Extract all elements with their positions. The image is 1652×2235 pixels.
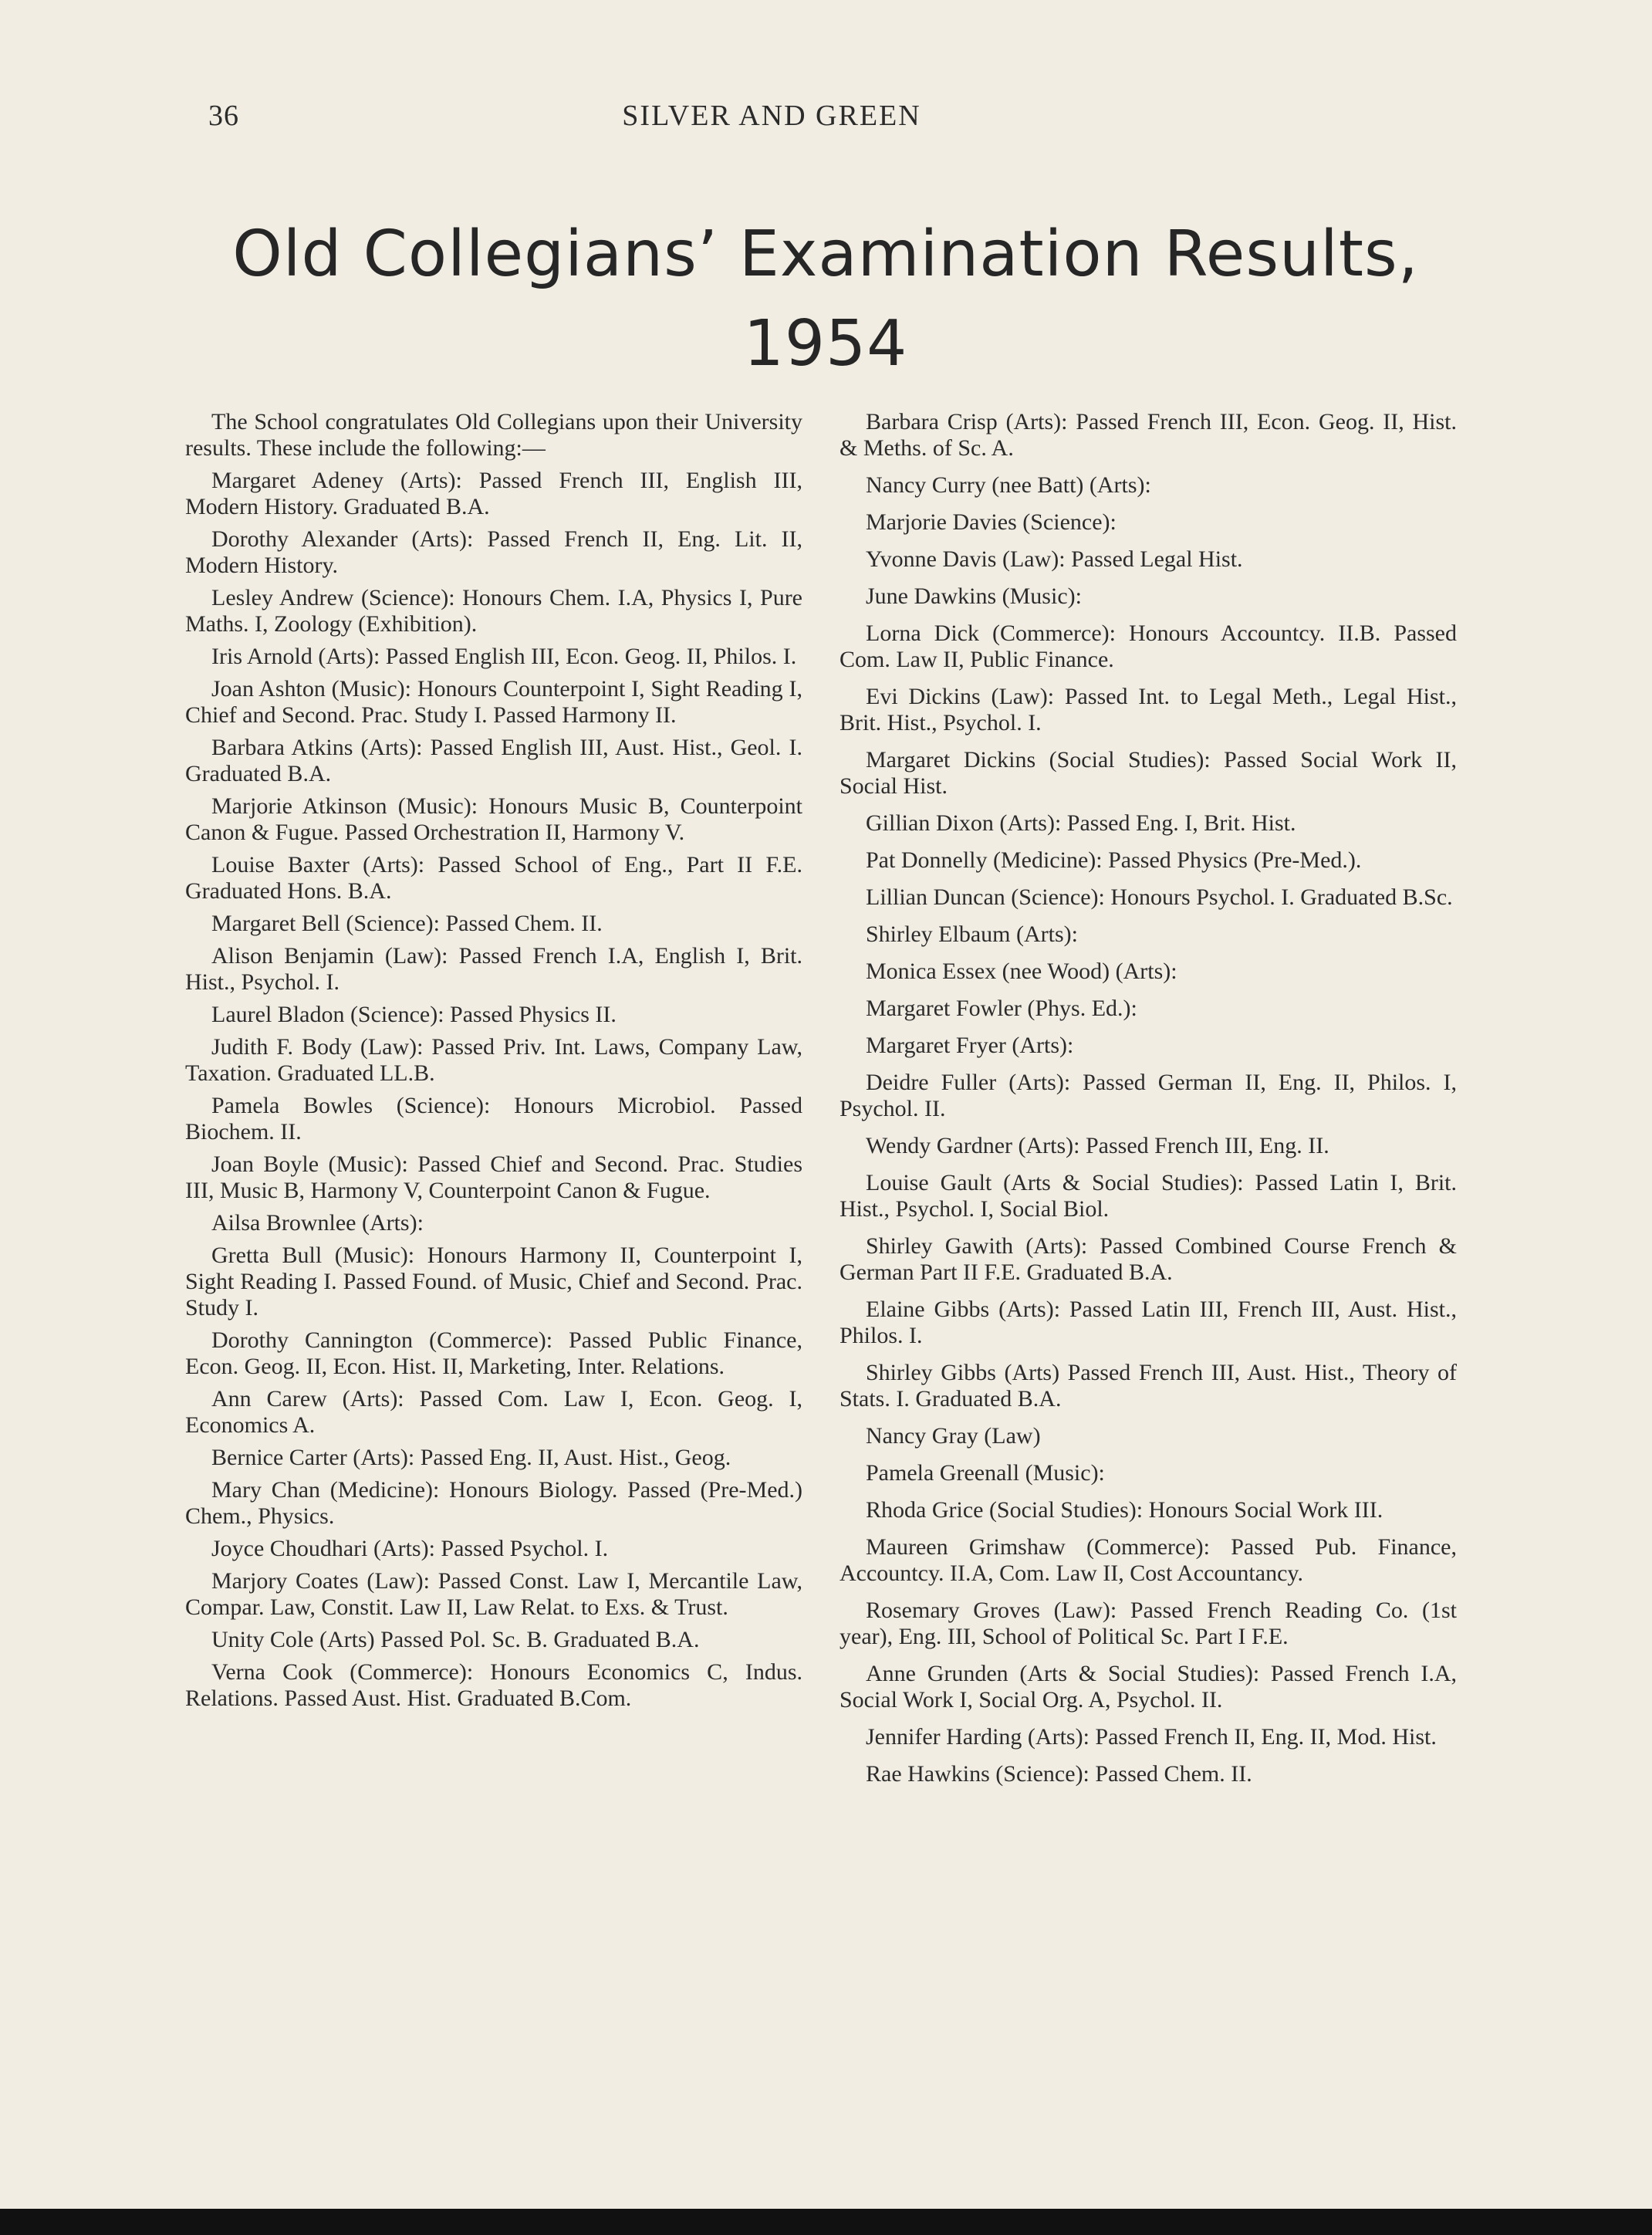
result-entry: Rae Hawkins (Science): Passed Chem. II. [866,1761,1252,1787]
result-entry: Rosemary Groves (Law): Passed French Reading Co. (1st year), Eng. III, School of Political Sc. Part I F.E. [840,1598,1457,1649]
result-entry: Rhoda Grice (Social Studies): Honours Social Work III. [866,1497,1383,1523]
running-head [0,99,1652,137]
result-entry: Marjory Coates (Law): Passed Const. Law I, Mercantile Law, Compar. Law, Constit. Law II, Law Relat. to Exs. & Trust. [185,1568,802,1620]
result-entry: Pat Donnelly (Medicine): Passed Physics (Pre-Med.). [866,847,1362,873]
result-entry: Gretta Bull (Music): Honours Harmony II, Counterpoint I, Sight Reading I. Passed Found. of Music, Chief and Second. Prac. Study I. [185,1243,802,1320]
result-entry: Joan Ashton (Music): Honours Counterpoint I, Sight Reading I, Chief and Second. Prac. Study I. Passed Harmony II. [185,676,802,728]
result-entry: Margaret Dickins (Social Studies): Passed Social Work II, Social Hist. [840,747,1457,799]
result-entry: Marjorie Davies (Science): [866,509,1117,535]
result-entry: Louise Baxter (Arts): Passed School of Eng., Part II F.E. Graduated Hons. B.A. [185,852,802,904]
result-entry: Joan Boyle (Music): Passed Chief and Second. Prac. Studies III, Music B, Harmony V, Counterpoint Canon & Fugue. [185,1151,802,1203]
result-entry: Deidre Fuller (Arts): Passed German II, Eng. II, Philos. I, Psychol. II. [840,1070,1457,1121]
result-entry: Verna Cook (Commerce): Honours Economics C, Indus. Relations. Passed Aust. Hist. Graduated B.Com. [185,1659,802,1711]
result-entry: Shirley Gibbs (Arts) Passed French III, Aust. Hist., Theory of Stats. I. Graduated B.A. [840,1360,1457,1412]
result-entry: Margaret Fryer (Arts): [866,1033,1074,1058]
article-title-line-2: 1954 [743,307,908,380]
result-entry: Ann Carew (Arts): Passed Com. Law I, Econ. Geog. I, Economics A. [185,1386,802,1438]
result-entry: Wendy Gardner (Arts): Passed French III, Eng. II. [866,1133,1329,1158]
result-entry: Lillian Duncan (Science): Honours Psychol. I. Graduated B.Sc. [866,884,1453,910]
result-entry: Monica Essex (nee Wood) (Arts): [866,959,1177,984]
result-entry: Shirley Gawith (Arts): Passed Combined Course French & German Part II F.E. Graduated B.A. [840,1233,1457,1285]
result-entry: Unity Cole (Arts) Passed Pol. Sc. B. Graduated B.A. [211,1627,700,1652]
result-entry: Margaret Bell (Science): Passed Chem. II. [211,911,603,936]
result-entry: Pamela Greenall (Music): [866,1460,1105,1486]
result-entry: Jennifer Harding (Arts): Passed French II, Eng. II, Mod. Hist. [866,1724,1437,1750]
right-column [840,409,1457,1798]
result-entry: June Dawkins (Music): [866,583,1082,609]
intro-paragraph: The School congratulates Old Collegians upon their University results. These include the following:— [185,409,802,461]
page-number: 36 [208,100,239,132]
result-entry: Iris Arnold (Arts): Passed English III, Econ. Geog. II, Philos. I. [211,644,797,669]
result-entry: Bernice Carter (Arts): Passed Eng. II, Aust. Hist., Geog. [211,1445,731,1470]
result-entry: Pamela Bowles (Science): Honours Microbiol. Passed Biochem. II. [185,1093,802,1145]
result-entry: Judith F. Body (Law): Passed Priv. Int. Laws, Company Law, Taxation. Graduated LL.B. [185,1034,802,1086]
result-entry: Elaine Gibbs (Arts): Passed Latin III, French III, Aust. Hist., Philos. I. [840,1297,1457,1348]
article-title [139,210,1512,389]
journal-title: SILVER AND GREEN [622,100,921,132]
result-entry: Lorna Dick (Commerce): Honours Accountcy. II.B. Passed Com. Law II, Public Finance. [840,620,1457,672]
scan-bottom-edge [0,2209,1652,2235]
result-entry: Nancy Gray (Law) [866,1423,1041,1449]
result-entry: Laurel Bladon (Science): Passed Physics II. [211,1002,617,1027]
result-entry: Louise Gault (Arts & Social Studies): Passed Latin I, Brit. Hist., Psychol. I, Social Biol. [840,1170,1457,1222]
result-entry: Dorothy Cannington (Commerce): Passed Public Finance, Econ. Geog. II, Econ. Hist. II, Marketing, Inter. Relations. [185,1327,802,1379]
result-entry: Ailsa Brownlee (Arts): [211,1210,424,1236]
result-entry: Nancy Curry (nee Batt) (Arts): [866,472,1151,498]
result-entry: Margaret Fowler (Phys. Ed.): [866,996,1137,1021]
result-entry: Shirley Elbaum (Arts): [866,921,1078,947]
result-entry: Joyce Choudhari (Arts): Passed Psychol. I. [211,1536,609,1561]
result-entry: Gillian Dixon (Arts): Passed Eng. I, Brit. Hist. [866,810,1296,836]
result-entry: Yvonne Davis (Law): Passed Legal Hist. [866,546,1243,572]
result-entry: Barbara Atkins (Arts): Passed English III, Aust. Hist., Geol. I. Graduated B.A. [185,735,802,786]
left-column [185,409,802,1718]
result-entry: Maureen Grimshaw (Commerce): Passed Pub. Finance, Accountcy. II.A, Com. Law II, Cost Accountancy. [840,1534,1457,1586]
result-entry: Alison Benjamin (Law): Passed French I.A, English I, Brit. Hist., Psychol. I. [185,943,802,995]
result-entry: Barbara Crisp (Arts): Passed French III, Econ. Geog. II, Hist. & Meths. of Sc. A. [840,409,1457,461]
result-entry: Anne Grunden (Arts & Social Studies): Passed French I.A, Social Work I, Social Org. A, Psychol. II. [840,1661,1457,1713]
article-title-line-1: Old Collegians’ Examination Results, [232,218,1419,291]
result-entry: Margaret Adeney (Arts): Passed French III, English III, Modern History. Graduated B.A. [185,468,802,519]
result-entry: Mary Chan (Medicine): Honours Biology. Passed (Pre-Med.) Chem., Physics. [185,1477,802,1529]
result-entry: Lesley Andrew (Science): Honours Chem. I.A, Physics I, Pure Maths. I, Zoology (Exhibition). [185,585,802,637]
result-entry: Dorothy Alexander (Arts): Passed French II, Eng. Lit. II, Modern History. [185,526,802,578]
result-entry: Evi Dickins (Law): Passed Int. to Legal Meth., Legal Hist., Brit. Hist., Psychol. I. [840,684,1457,735]
result-entry: Marjorie Atkinson (Music): Honours Music B, Counterpoint Canon & Fugue. Passed Orchestration II, Harmony V. [185,793,802,845]
